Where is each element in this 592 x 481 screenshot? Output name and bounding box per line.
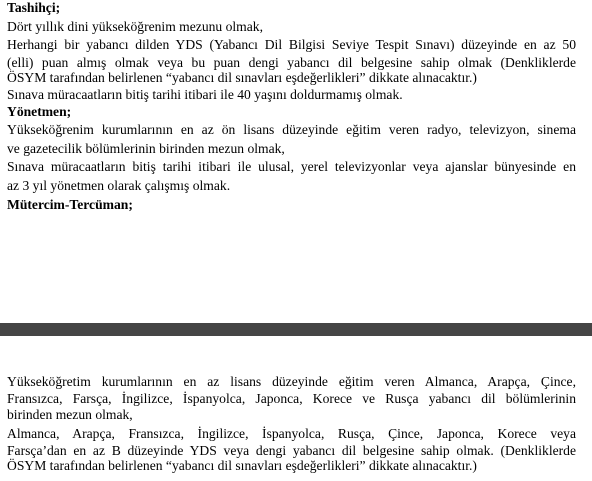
mutercim-line-3: birinden mezun olmak, [7, 407, 133, 422]
yonetmen-line-4: az 3 yıl yönetmen olarak çalışmış olmak. [7, 178, 231, 193]
mutercim-line-5: Farsça’dan en az B düzeyinde YDS veya dengi yabancı dil belgesine sahip olmak. (Denkliklerde [7, 443, 576, 458]
page-break-divider [0, 323, 592, 336]
mutercim-line-6: ÖSYM tarafından belirlenen “yabancı dil sınavları eşdeğerlikleri” dikkate alınacaktır.) [7, 458, 477, 473]
tashihci-line-3: (elli) puan almış olmak veya bu puan dengi yabancı dil belgesine sahip olmak (Denkliklerde [7, 55, 576, 70]
mutercim-line-4: Almanca, Arapça, Fransızca, İngilizce, İspanyolca, Rusça, Çince, Japonca, Korece veya [7, 426, 576, 441]
tashihci-line-4: ÖSYM tarafından belirlenen “yabancı dil sınavları eşdeğerlikleri” dikkate alınacaktır.) [7, 70, 477, 85]
tashihci-line-2: Herhangi bir yabancı dilden YDS (Yabancı Dil Bilgisi Seviye Tespit Sınavı) düzeyinde en az 50 [7, 37, 576, 52]
yonetmen-heading: Yönetmen; [7, 104, 72, 119]
yonetmen-line-2: ve gazetecilik bölümlerinin birinden mezun olmak, [7, 141, 285, 156]
tashihci-line-5: Sınava müracaatların bitiş tarihi itibari ile 40 yaşını doldurmamış olmak. [7, 87, 403, 102]
yonetmen-line-1: Yükseköğrenim kurumlarının en az ön lisans düzeyinde eğitim veren radyo, televizyon, sinema [7, 122, 576, 137]
mutercim-line-2: Fransızca, Farsça, İngilizce, İspanyolca, Japonca, Korece ve Rusça yabancı dil bölümlerinin [7, 391, 576, 406]
mutercim-heading: Mütercim-Tercüman; [7, 197, 133, 212]
mutercim-line-1: Yükseköğretim kurumlarının en az lisans düzeyinde eğitim veren Almanca, Arapça, Çince, [7, 374, 576, 389]
tashihci-heading: Tashihçi; [7, 0, 61, 15]
tashihci-line-1: Dört yıllık dini yükseköğrenim mezunu olmak, [7, 19, 263, 34]
yonetmen-line-3: Sınava müracaatların bitiş tarihi itibari ile ulusal, yerel televizyonlar veya ajanslar bünyesinde en [7, 159, 576, 174]
